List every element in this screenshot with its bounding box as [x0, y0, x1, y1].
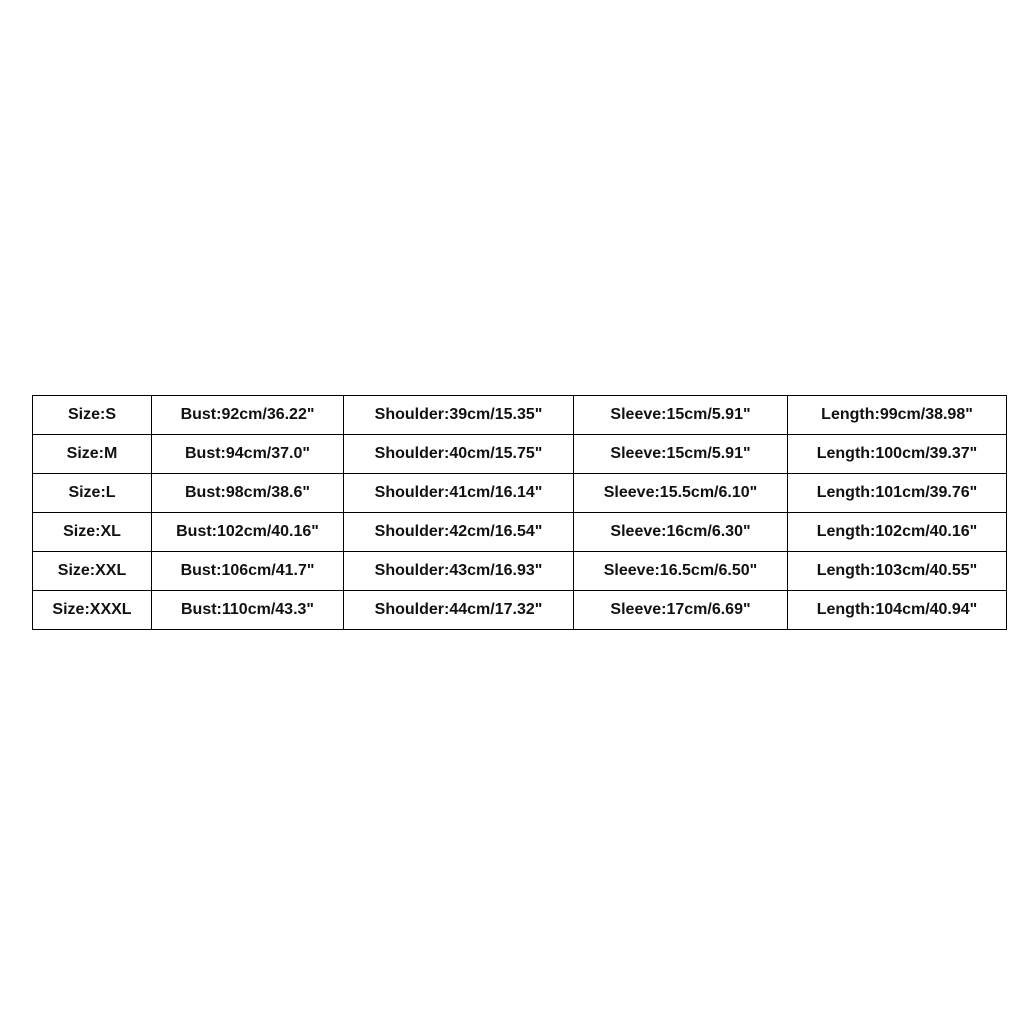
bust-cell: Bust:92cm/36.22": [152, 396, 344, 435]
bust-cell: Bust:94cm/37.0": [152, 435, 344, 474]
length-cell: Length:99cm/38.98": [788, 396, 1007, 435]
shoulder-cell: Shoulder:40cm/15.75": [344, 435, 574, 474]
shoulder-cell: Shoulder:44cm/17.32": [344, 591, 574, 630]
sleeve-cell: Sleeve:15cm/5.91": [574, 396, 788, 435]
length-cell: Length:101cm/39.76": [788, 474, 1007, 513]
length-cell: Length:100cm/39.37": [788, 435, 1007, 474]
shoulder-cell: Shoulder:39cm/15.35": [344, 396, 574, 435]
length-cell: Length:102cm/40.16": [788, 513, 1007, 552]
sleeve-cell: Sleeve:16.5cm/6.50": [574, 552, 788, 591]
size-cell: Size:S: [33, 396, 152, 435]
size-cell: Size:XL: [33, 513, 152, 552]
sleeve-cell: Sleeve:16cm/6.30": [574, 513, 788, 552]
sleeve-cell: Sleeve:15.5cm/6.10": [574, 474, 788, 513]
length-cell: Length:104cm/40.94": [788, 591, 1007, 630]
length-cell: Length:103cm/40.55": [788, 552, 1007, 591]
size-cell: Size:L: [33, 474, 152, 513]
table-row: [33, 552, 1007, 591]
table-row: [33, 591, 1007, 630]
size-cell: Size:M: [33, 435, 152, 474]
table-row: [33, 513, 1007, 552]
bust-cell: Bust:102cm/40.16": [152, 513, 344, 552]
size-cell: Size:XXXL: [33, 591, 152, 630]
table-row: [33, 474, 1007, 513]
shoulder-cell: Shoulder:42cm/16.54": [344, 513, 574, 552]
size-chart-table: [32, 395, 1007, 630]
bust-cell: Bust:98cm/38.6": [152, 474, 344, 513]
sleeve-cell: Sleeve:15cm/5.91": [574, 435, 788, 474]
bust-cell: Bust:110cm/43.3": [152, 591, 344, 630]
table-row: [33, 435, 1007, 474]
shoulder-cell: Shoulder:43cm/16.93": [344, 552, 574, 591]
sleeve-cell: Sleeve:17cm/6.69": [574, 591, 788, 630]
shoulder-cell: Shoulder:41cm/16.14": [344, 474, 574, 513]
size-cell: Size:XXL: [33, 552, 152, 591]
bust-cell: Bust:106cm/41.7": [152, 552, 344, 591]
table-row: [33, 396, 1007, 435]
